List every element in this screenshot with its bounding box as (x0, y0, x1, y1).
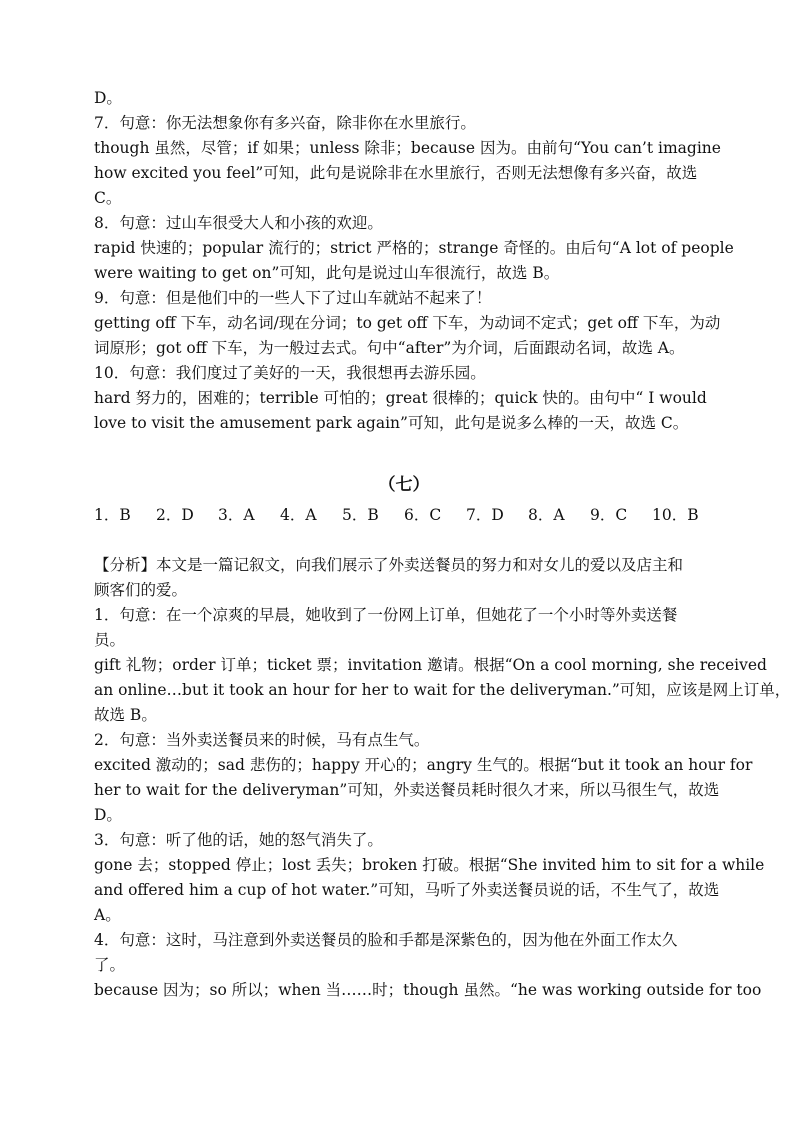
answer-item: 1．B (94, 506, 131, 524)
text-line: getting off 下车，动名词/现在分词；to get off 下车，为动词不定式；get off 下车，为动 (94, 314, 721, 332)
text-line: 8．句意：过山车很受大人和小孩的欢迎。 (94, 214, 383, 232)
text-line: an online…but it took an hour for her to wait for the deliveryman.”可知，应该是网上订单， (94, 681, 791, 699)
answer-item: 2．D (156, 506, 194, 524)
answer-item: 4．A (280, 506, 317, 524)
text-line: 7．句意：你无法想象你有多兴奋，除非你在水里旅行。 (94, 114, 476, 132)
text-line: 4．句意：这时，马注意到外卖送餐员的脸和手都是深紫色的，因为他在外面工作太久 (94, 931, 678, 949)
text-line: rapid 快速的；popular 流行的；strict 严格的；strange 奇怪的。由后句“A lot of people (94, 239, 734, 257)
document-page (94, 86, 791, 1003)
text-line: 9．句意：但是他们中的一些人下了过山车就站不起来了！ (94, 289, 492, 307)
answer-item: 8．A (528, 506, 565, 524)
answer-item: 3．A (218, 506, 255, 524)
text-line: gone 去；stopped 停止；lost 丢失；broken 打破。根据“She invited him to sit for a while (94, 856, 765, 874)
text-line: A。 (94, 906, 121, 924)
text-line: C。 (94, 189, 122, 207)
text-line: love to visit the amusement park again”可知，此句是说多么棒的一天，故选 C。 (94, 414, 689, 432)
section-title: （七） (378, 475, 430, 495)
text-line: 1．句意：在一个凉爽的早晨，她收到了一份网上订单，但她花了一个小时等外卖送餐 (94, 606, 678, 624)
text-line: 词原形；got off 下车，为一般过去式。句中“after”为介词，后面跟动名词，故选 A。 (94, 339, 685, 357)
text-line: D。 (94, 806, 122, 824)
text-line: 故选 B。 (94, 706, 157, 724)
answer-item: 9．C (590, 506, 628, 524)
answer-item: 10．B (652, 506, 699, 524)
text-line: 了。 (94, 956, 126, 974)
text-line: gift 礼物；order 订单；ticket 票；invitation 邀请。根据“On a cool morning, she received (94, 656, 767, 674)
answer-explanations-part-6 (94, 86, 734, 436)
text-line: because 因为；so 所以；when 当……时；though 虽然。“he was working outside for too (94, 981, 762, 999)
text-line: 2．句意：当外卖送餐员来的时候，马有点生气。 (94, 731, 430, 749)
text-line: 顾客们的爱。 (94, 581, 188, 599)
text-line: her to wait for the deliveryman”可知，外卖送餐员耗时很久才来，所以马很生气，故选 (94, 781, 720, 799)
answer-item: 5．B (342, 506, 379, 524)
text-line: 员。 (94, 631, 126, 649)
text-line: excited 激动的；sad 悲伤的；happy 开心的；angry 生气的。根据“but it took an hour for (94, 756, 753, 774)
text-line: hard 努力的，困难的；terrible 可怕的；great 很棒的；quick 快的。由句中“ I would (94, 389, 707, 407)
text-line: how excited you feel”可知，此句是说除非在水里旅行，否则无法想像有多兴奋，故选 (94, 164, 698, 182)
text-line: D。 (94, 89, 122, 107)
answer-explanations-part-7 (94, 553, 791, 1003)
text-line: and offered him a cup of hot water.”可知，马听了外卖送餐员说的话，不生气了，故选 (94, 881, 720, 899)
answer-key (94, 503, 714, 528)
text-line: though 虽然，尽管；if 如果；unless 除非；because 因为。由前句“You can’t imagine (94, 139, 721, 157)
analysis-line: 【分析】本文是一篇记叙文，向我们展示了外卖送餐员的努力和对女儿的爱以及店主和 (94, 556, 684, 574)
answer-item: 7．D (466, 506, 504, 524)
text-line: 10．句意：我们度过了美好的一天，我很想再去游乐园。 (94, 364, 486, 382)
text-line: 3．句意：听了他的话，她的怒气消失了。 (94, 831, 383, 849)
text-line: were waiting to get on”可知，此句是说过山车很流行，故选 B。 (94, 264, 560, 282)
answer-item: 6．C (404, 506, 442, 524)
